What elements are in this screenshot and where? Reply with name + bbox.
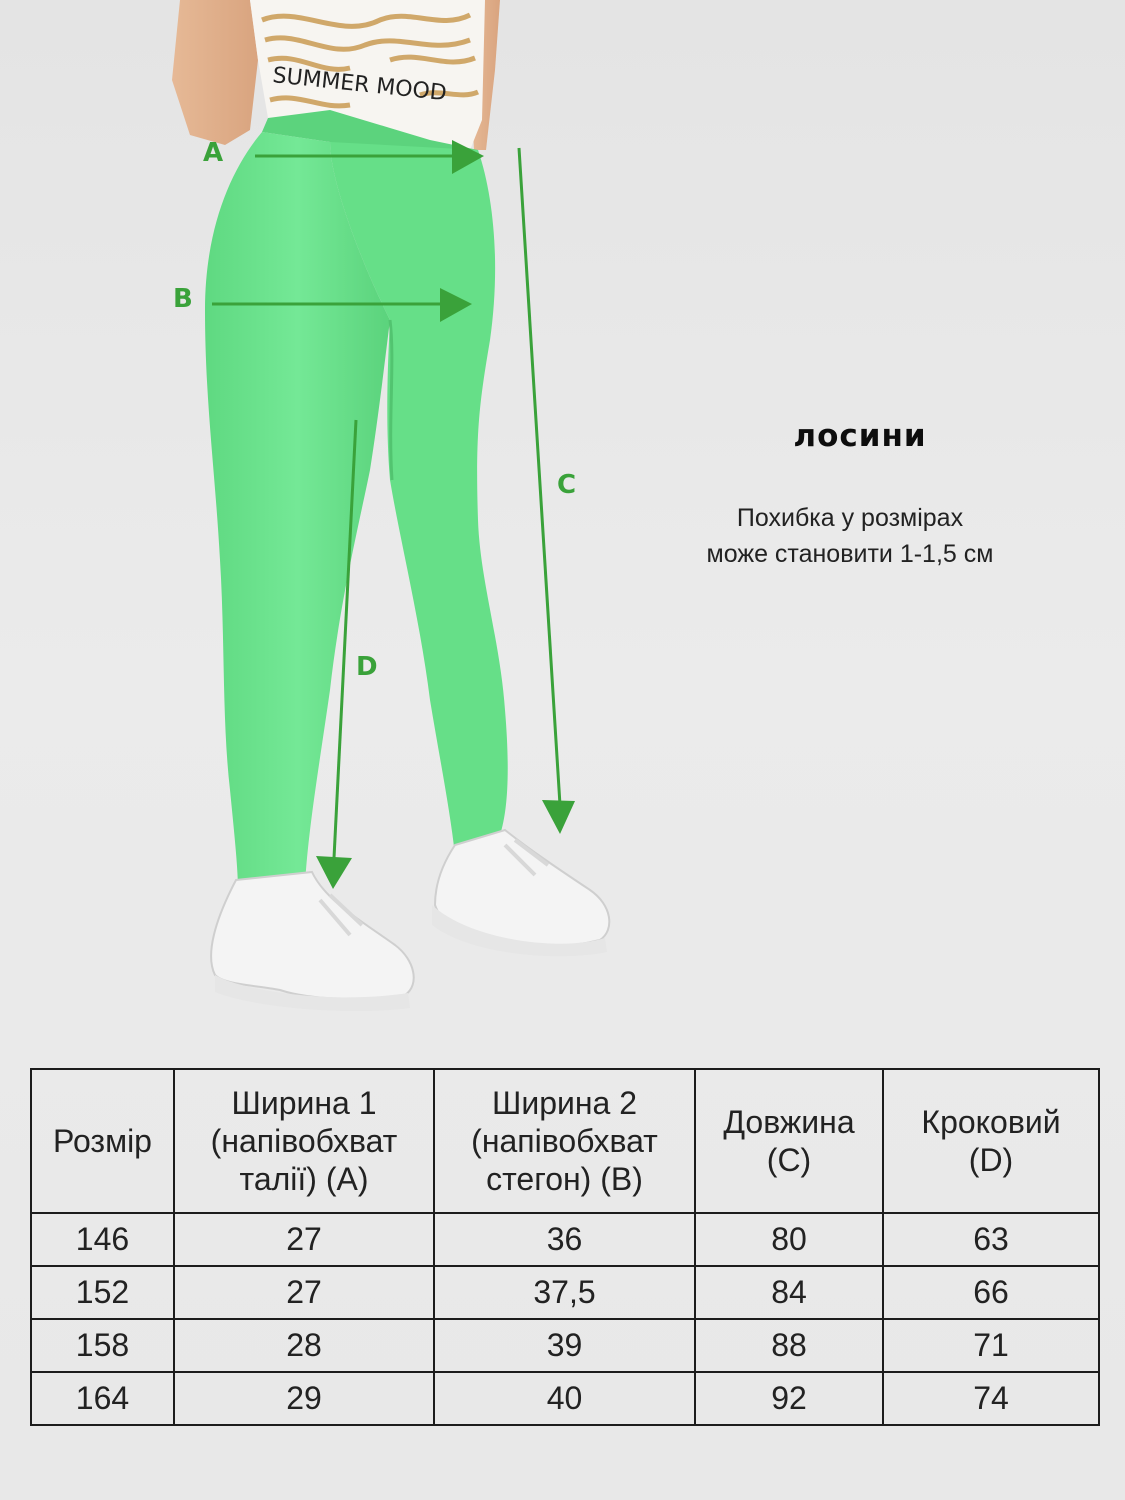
table-row (31, 1266, 1099, 1319)
cell-hip: 39 (434, 1319, 695, 1372)
tolerance-line-1: Похибка у розмірах (736, 504, 964, 532)
header-waist-width: Ширина 1 (напівобхват талії) (A) (174, 1069, 434, 1213)
table-row (31, 1372, 1099, 1425)
left-sneaker (211, 872, 414, 999)
cell-size: 146 (31, 1213, 174, 1266)
cell-waist: 28 (174, 1319, 434, 1372)
header-length: Довжина (C) (695, 1069, 883, 1213)
cell-inseam: 71 (883, 1319, 1099, 1372)
cell-hip: 37,5 (434, 1266, 695, 1319)
table-row (31, 1319, 1099, 1372)
cell-hip: 36 (434, 1213, 695, 1266)
header-inseam: Кроковий (D) (883, 1069, 1099, 1213)
size-chart-table (30, 1068, 1100, 1426)
header-size: Розмір (31, 1069, 174, 1213)
tolerance-line-2: може становити 1-1,5 см (706, 540, 994, 568)
cell-waist: 27 (174, 1266, 434, 1319)
cell-inseam: 66 (883, 1266, 1099, 1319)
cell-size: 158 (31, 1319, 174, 1372)
shirt-print-text: SUMMER MOOD (271, 63, 448, 107)
cell-inseam: 63 (883, 1213, 1099, 1266)
cell-inseam: 74 (883, 1372, 1099, 1425)
measure-label-d: D (356, 652, 378, 682)
product-title: лосини (793, 418, 927, 454)
leggings-crease (390, 320, 392, 480)
cell-waist: 27 (174, 1213, 434, 1266)
table-row (31, 1213, 1099, 1266)
header-hip-width: Ширина 2 (напівобхват стегон) (B) (434, 1069, 695, 1213)
cell-hip: 40 (434, 1372, 695, 1425)
cell-length: 80 (695, 1213, 883, 1266)
cell-length: 84 (695, 1266, 883, 1319)
cell-length: 92 (695, 1372, 883, 1425)
table-header-row (31, 1069, 1099, 1213)
size-tolerance-note (640, 500, 1060, 572)
cell-length: 88 (695, 1319, 883, 1372)
cell-size: 164 (31, 1372, 174, 1425)
left-arm (172, 0, 258, 145)
measure-label-b: B (173, 284, 193, 314)
cell-size: 152 (31, 1266, 174, 1319)
cell-waist: 29 (174, 1372, 434, 1425)
measure-label-a: A (203, 138, 224, 168)
measure-label-c: C (557, 470, 577, 500)
